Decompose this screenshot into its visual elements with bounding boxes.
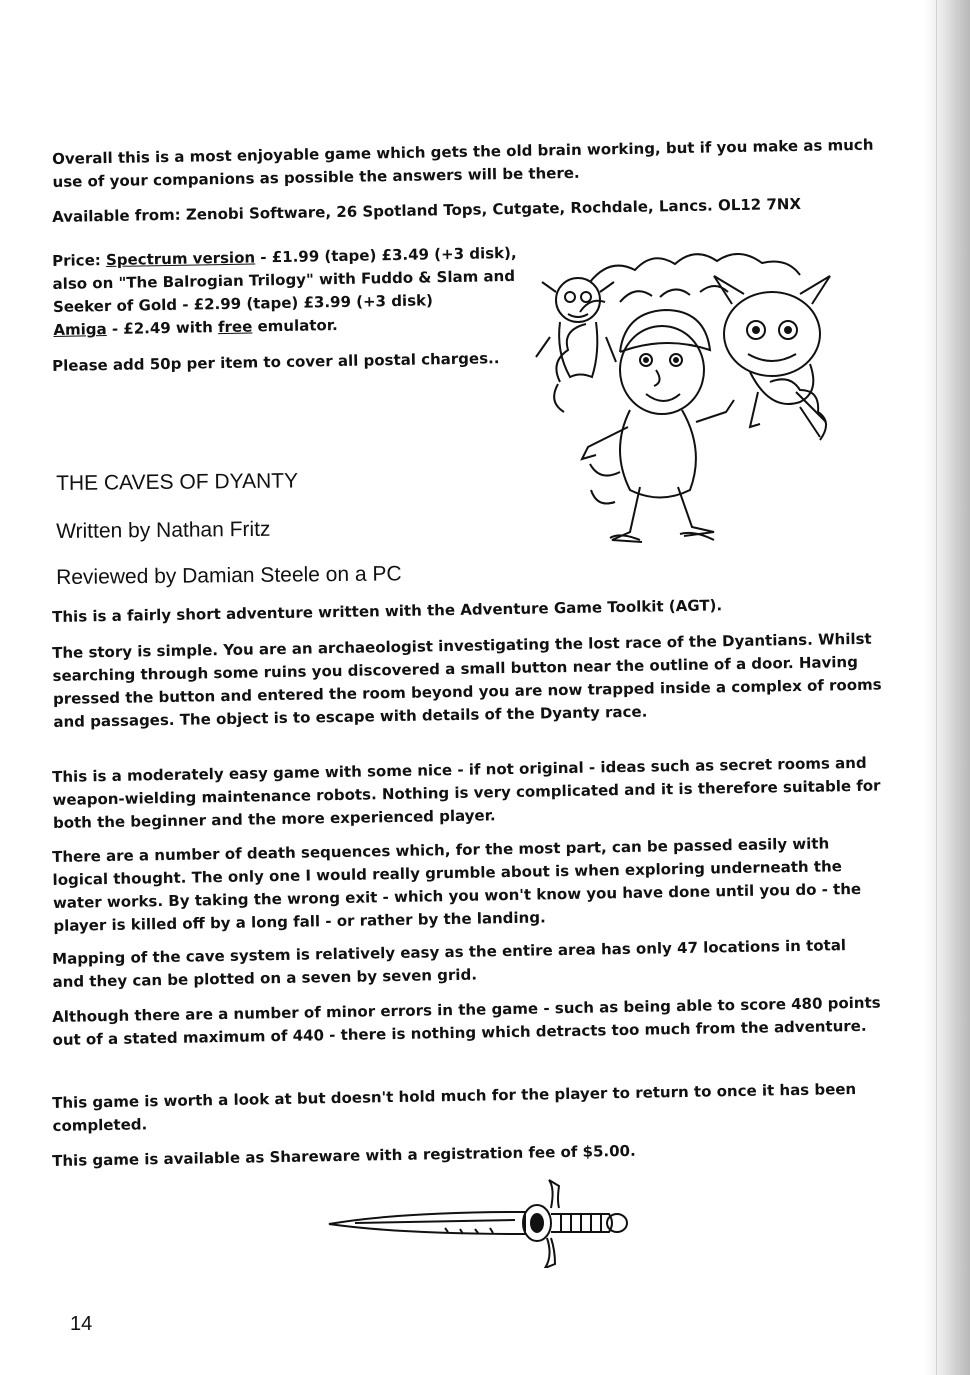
review-paragraph-2: The story is simple. You are an archaeologist investigating the lost race of the Dyantians. Whilst searching through some ruins you discovered a small button near the outline of a door. Having pressed the button and entered the room beyond you are now trapped inside a complex of rooms and passages. The object is to escape with details of the Dyanty race. (52, 629, 882, 731)
review-reviewer: Reviewed by Damian Steele on a PC (56, 562, 402, 589)
amiga-link: Amiga (53, 320, 107, 339)
review-title: THE CAVES OF DYANTY (56, 469, 299, 495)
spectrum-price-text: - £1.99 (tape) £3.49 (+3 disk), also on "The Balrogian Trilogy" with Fuddo & Slam and Seeker of Gold - £2.99 (tape) £3.99 (+3 disk) (52, 243, 517, 316)
page-binding-edge (924, 0, 970, 1375)
available-from-line: Available from: Zenobi Software, 26 Spotland Tops, Cutgate, Rochdale, Lancs. OL12 7NX (52, 194, 802, 226)
price-paragraph (52, 242, 524, 342)
amiga-price-text: - £2.49 with (106, 318, 219, 339)
amiga-price-tail: emulator. (252, 316, 338, 336)
spectrum-version-link: Spectrum version (105, 248, 256, 270)
conclusion-paragraph: Overall this is a most enjoyable game which gets the old brain working, but if you make as much use of your companions as possible the answers will be there. (52, 135, 874, 191)
review-paragraph-3: This is a moderately easy game with some nice - if not original - ideas such as secret rooms and weapon-wielding maintenance robots. Nothing is very complicated and it is therefore suitable for both the beginner and the more experienced player. (52, 753, 881, 832)
review-author: Written by Nathan Fritz (56, 517, 271, 543)
review-paragraph-5: Mapping of the cave system is relatively easy as the entire area has only 47 locations in total and they can be plotted on a seven by seven grid. (52, 936, 847, 991)
free-emulator-word: free (217, 317, 253, 337)
sword-icon (325, 1178, 635, 1268)
page-number: 14 (70, 1313, 93, 1335)
adventurer-trio-illustration (520, 242, 840, 562)
review-paragraph-6: Although there are a number of minor errors in the game - such as being able to score 480 points out of a stated maximum of 440 - there is nothing which detracts too much from the adventure. (52, 993, 881, 1049)
price-label: Price: (52, 251, 107, 270)
review-paragraph-8: This game is available as Shareware with a registration fee of $5.00. (52, 1141, 636, 1170)
postage-note: Please add 50p per item to cover all postal charges.. (52, 349, 500, 375)
review-paragraph-7: This game is worth a look at but doesn't hold much for the player to return to once it has been completed. (52, 1079, 857, 1135)
review-paragraph-1: This is a fairly short adventure written with the Adventure Game Toolkit (AGT). (52, 596, 723, 626)
review-paragraph-4: There are a number of death sequences which, for the most part, can be passed easily with logical thought. The only one I would really grumble about is when exploring underneath the water works. By taking the wrong exit - which you won't know you have done until you do - the player is killed off by a long fall - or rather by the landing. (52, 834, 862, 935)
